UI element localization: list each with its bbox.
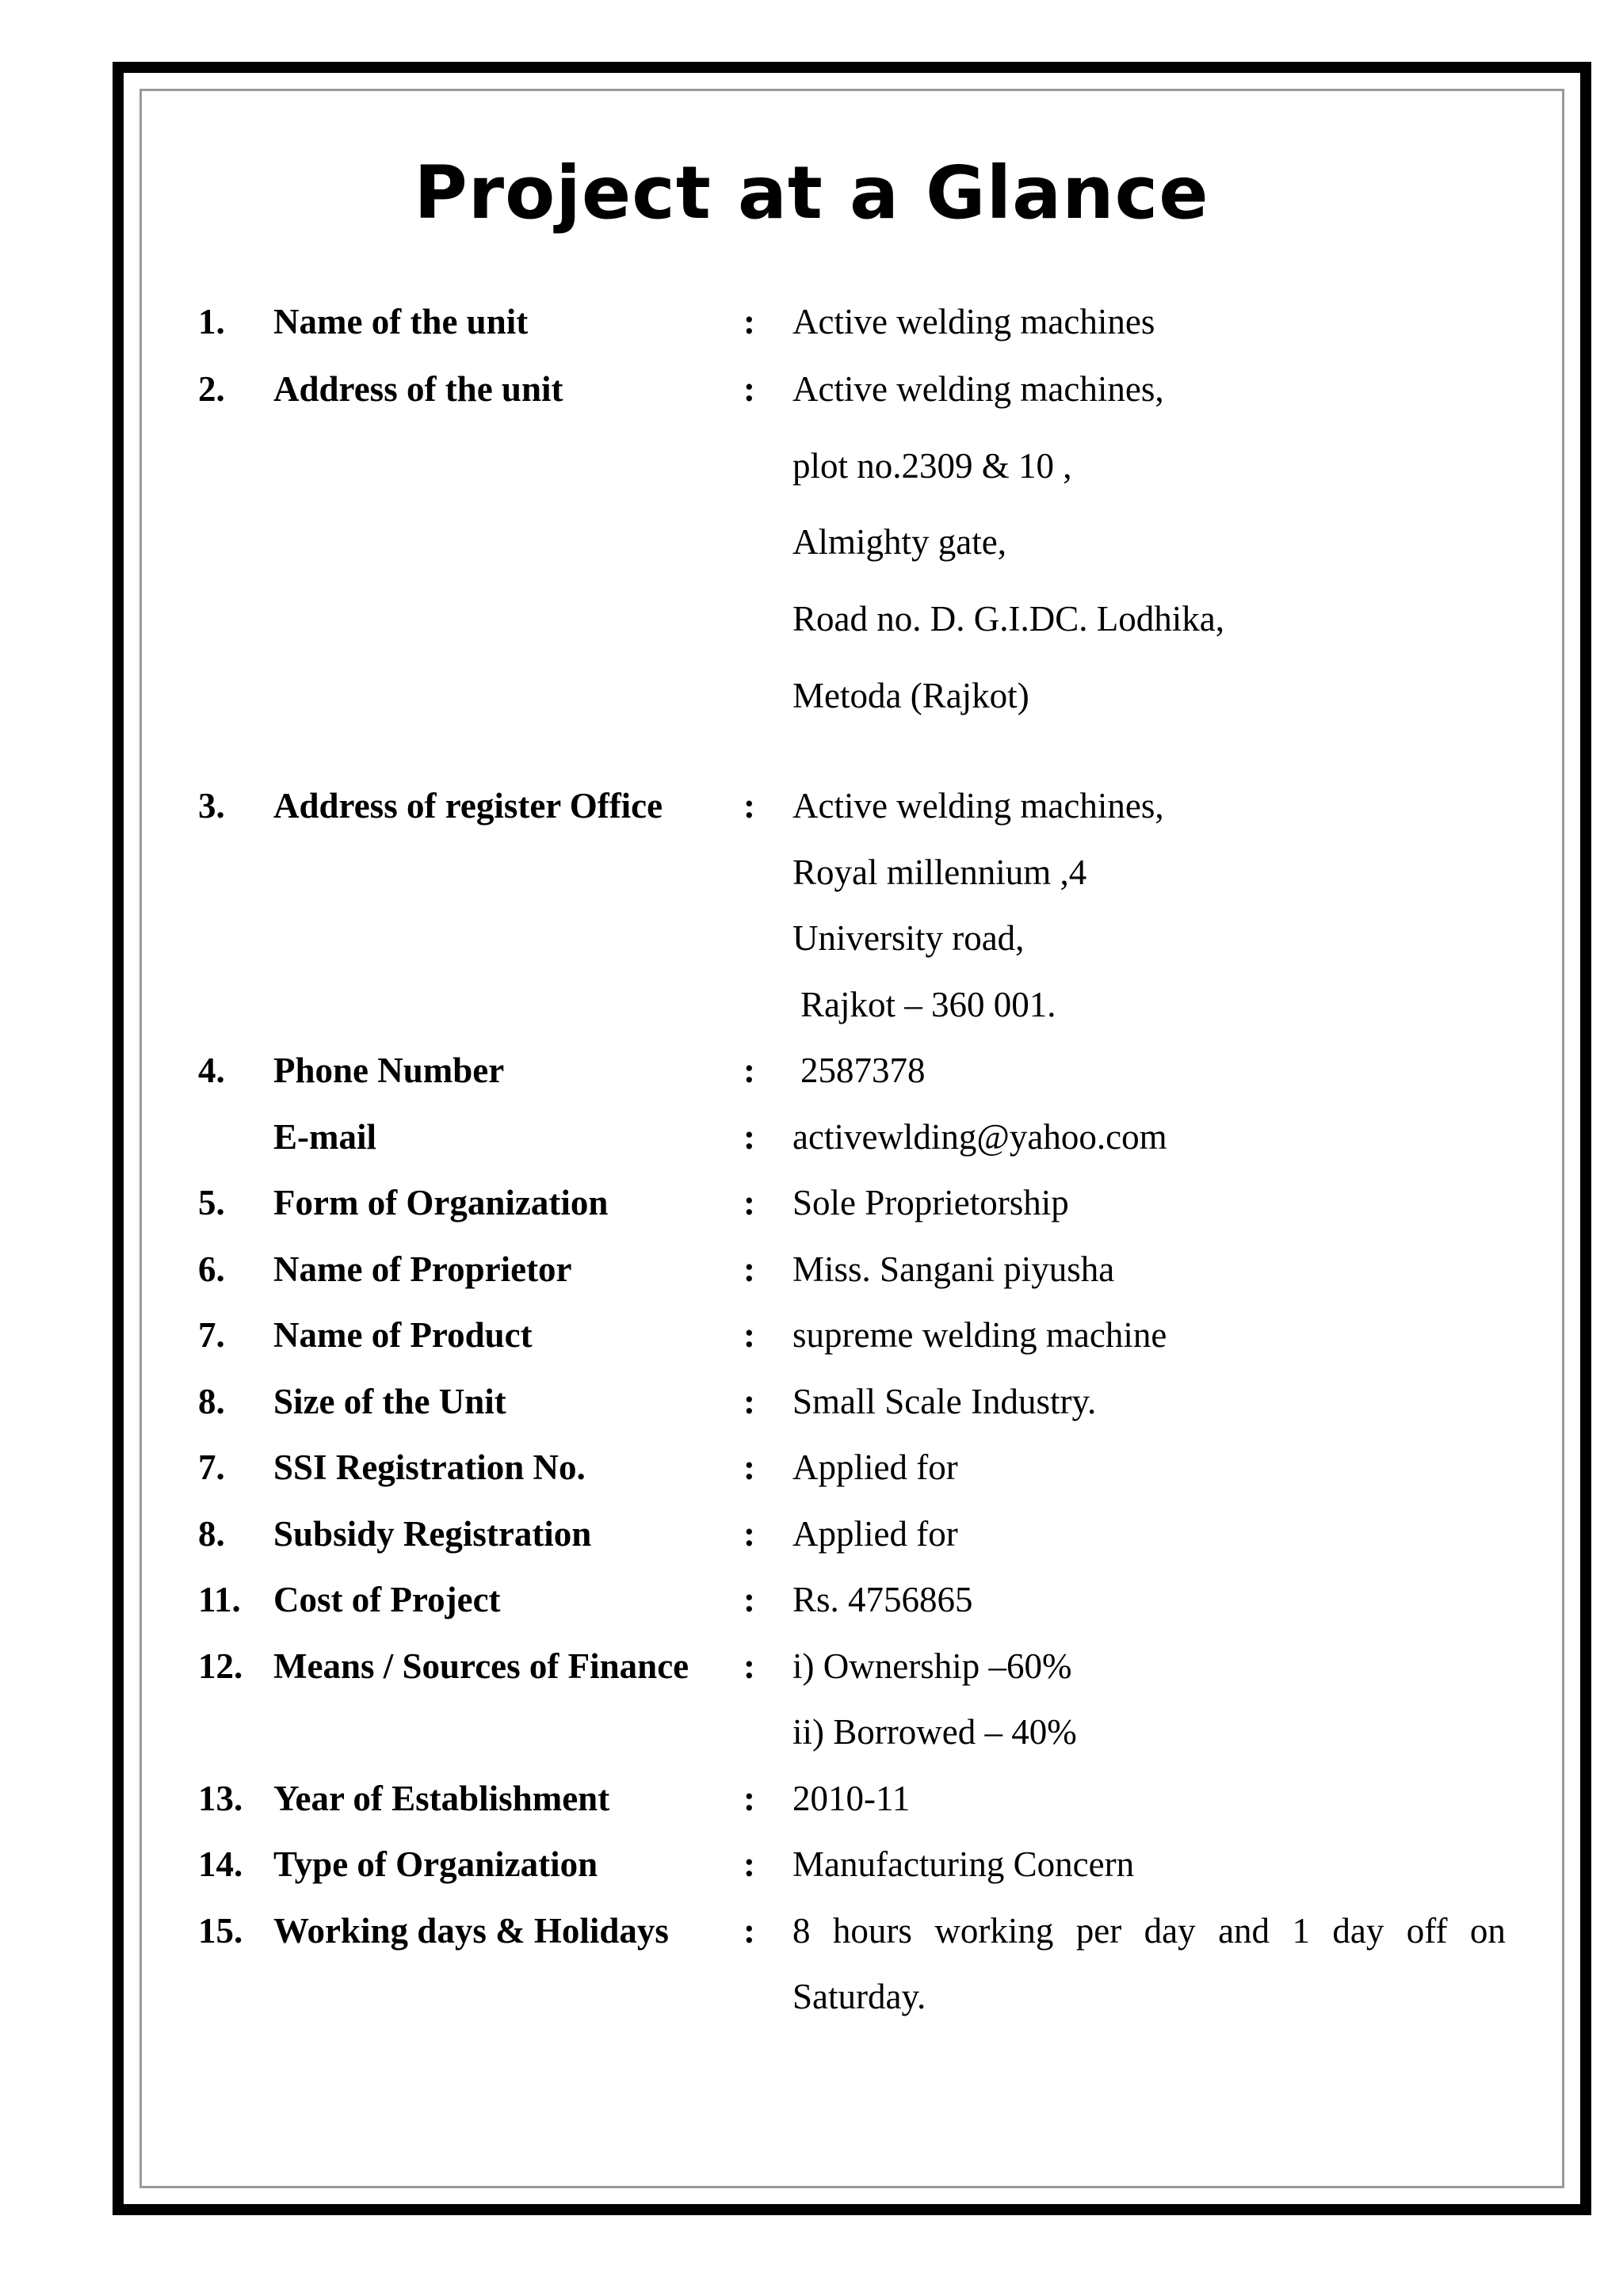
justified-word: hours xyxy=(832,1911,912,1951)
item-colon: : xyxy=(743,1911,755,1951)
item-value: Rajkot – 360 001. xyxy=(800,985,1056,1024)
item-value: Miss. Sangani piyusha xyxy=(792,1249,1115,1289)
item-value: Small Scale Industry. xyxy=(792,1382,1097,1421)
item-colon: : xyxy=(743,302,755,341)
item-label: Name of Product xyxy=(273,1315,533,1355)
justified-word: 1 xyxy=(1292,1911,1310,1951)
page-title: Project at a Glance xyxy=(414,151,1209,235)
item-colon: : xyxy=(743,1646,755,1686)
item-number: 15. xyxy=(198,1911,243,1951)
justified-word: off xyxy=(1406,1911,1448,1951)
item-label: Subsidy Registration xyxy=(273,1514,592,1554)
item-value: Almighty gate, xyxy=(792,522,1006,562)
item-value: Sole Proprietorship xyxy=(792,1183,1069,1222)
item-label: Cost of Project xyxy=(273,1580,501,1619)
item-value: Saturday. xyxy=(792,1977,926,2016)
item-colon: : xyxy=(743,786,755,826)
item-label: SSI Registration No. xyxy=(273,1447,586,1487)
item-colon: : xyxy=(743,369,755,409)
item-value: Royal millennium ,4 xyxy=(792,852,1087,892)
item-value: Metoda (Rajkot) xyxy=(792,676,1029,715)
item-number: 1. xyxy=(198,302,225,341)
item-value: Active welding machines, xyxy=(792,369,1164,409)
justified-word: day xyxy=(1332,1911,1384,1951)
justified-word: per xyxy=(1075,1911,1122,1951)
item-number: 11. xyxy=(198,1580,241,1619)
item-value: Manufacturing Concern xyxy=(792,1844,1135,1884)
item-label: Means / Sources of Finance xyxy=(273,1646,689,1686)
item-label: Working days & Holidays xyxy=(273,1911,669,1951)
item-colon: : xyxy=(743,1580,755,1619)
item-value: plot no.2309 & 10 , xyxy=(792,446,1072,486)
justified-word: 8 xyxy=(792,1911,811,1951)
item-value: Applied for xyxy=(792,1447,958,1487)
email-value: activewlding@yahoo.com xyxy=(792,1117,1167,1157)
item-colon: : xyxy=(743,1514,755,1554)
item-value: Rs. 4756865 xyxy=(792,1580,973,1619)
item-number: 14. xyxy=(198,1844,243,1884)
item-number: 4. xyxy=(198,1051,225,1090)
item-value: ii) Borrowed – 40% xyxy=(792,1712,1077,1752)
justified-line xyxy=(792,1910,1506,1951)
item-colon: : xyxy=(743,1249,755,1289)
item-value xyxy=(792,1910,1506,1951)
item-number: 3. xyxy=(198,786,225,826)
item-colon: : xyxy=(743,1844,755,1884)
item-number: 2. xyxy=(198,369,225,409)
justified-word: and xyxy=(1218,1911,1270,1951)
item-label: Name of Proprietor xyxy=(273,1249,572,1289)
item-value: i) Ownership –60% xyxy=(792,1646,1072,1686)
item-number: 8. xyxy=(198,1514,225,1554)
item-number: 5. xyxy=(198,1183,225,1222)
item-value: Applied for xyxy=(792,1514,958,1554)
item-label: Address of register Office xyxy=(273,786,663,826)
item-label: Address of the unit xyxy=(273,369,563,409)
item-label: Year of Establishment xyxy=(273,1779,610,1818)
item-number: 6. xyxy=(198,1249,225,1289)
item-colon: : xyxy=(743,1051,755,1090)
justified-word: on xyxy=(1469,1911,1506,1951)
item-colon: : xyxy=(743,1382,755,1421)
item-colon: : xyxy=(743,1315,755,1355)
item-label: E-mail xyxy=(273,1117,376,1157)
justified-word: day xyxy=(1144,1911,1196,1951)
item-number: 8. xyxy=(198,1382,225,1421)
item-number: 12. xyxy=(198,1646,243,1686)
item-value: supreme welding machine xyxy=(792,1315,1167,1355)
justified-word: working xyxy=(934,1911,1054,1951)
item-label: Form of Organization xyxy=(273,1183,609,1222)
item-value: 2587378 xyxy=(800,1051,926,1090)
item-colon: : xyxy=(743,1117,755,1157)
item-label: Type of Organization xyxy=(273,1844,598,1884)
item-value: Active welding machines, xyxy=(792,786,1164,826)
item-number: 7. xyxy=(198,1315,225,1355)
item-colon: : xyxy=(743,1779,755,1818)
item-value: Road no. D. G.I.DC. Lodhika, xyxy=(792,599,1224,639)
item-colon: : xyxy=(743,1447,755,1487)
item-value: University road, xyxy=(792,918,1025,958)
item-label: Phone Number xyxy=(273,1051,505,1090)
item-value: Active welding machines xyxy=(792,302,1155,341)
item-number: 13. xyxy=(198,1779,243,1818)
item-label: Name of the unit xyxy=(273,302,529,341)
item-number: 7. xyxy=(198,1447,225,1487)
item-label: Size of the Unit xyxy=(273,1382,506,1421)
item-colon: : xyxy=(743,1183,755,1222)
item-value: 2010-11 xyxy=(792,1779,911,1818)
